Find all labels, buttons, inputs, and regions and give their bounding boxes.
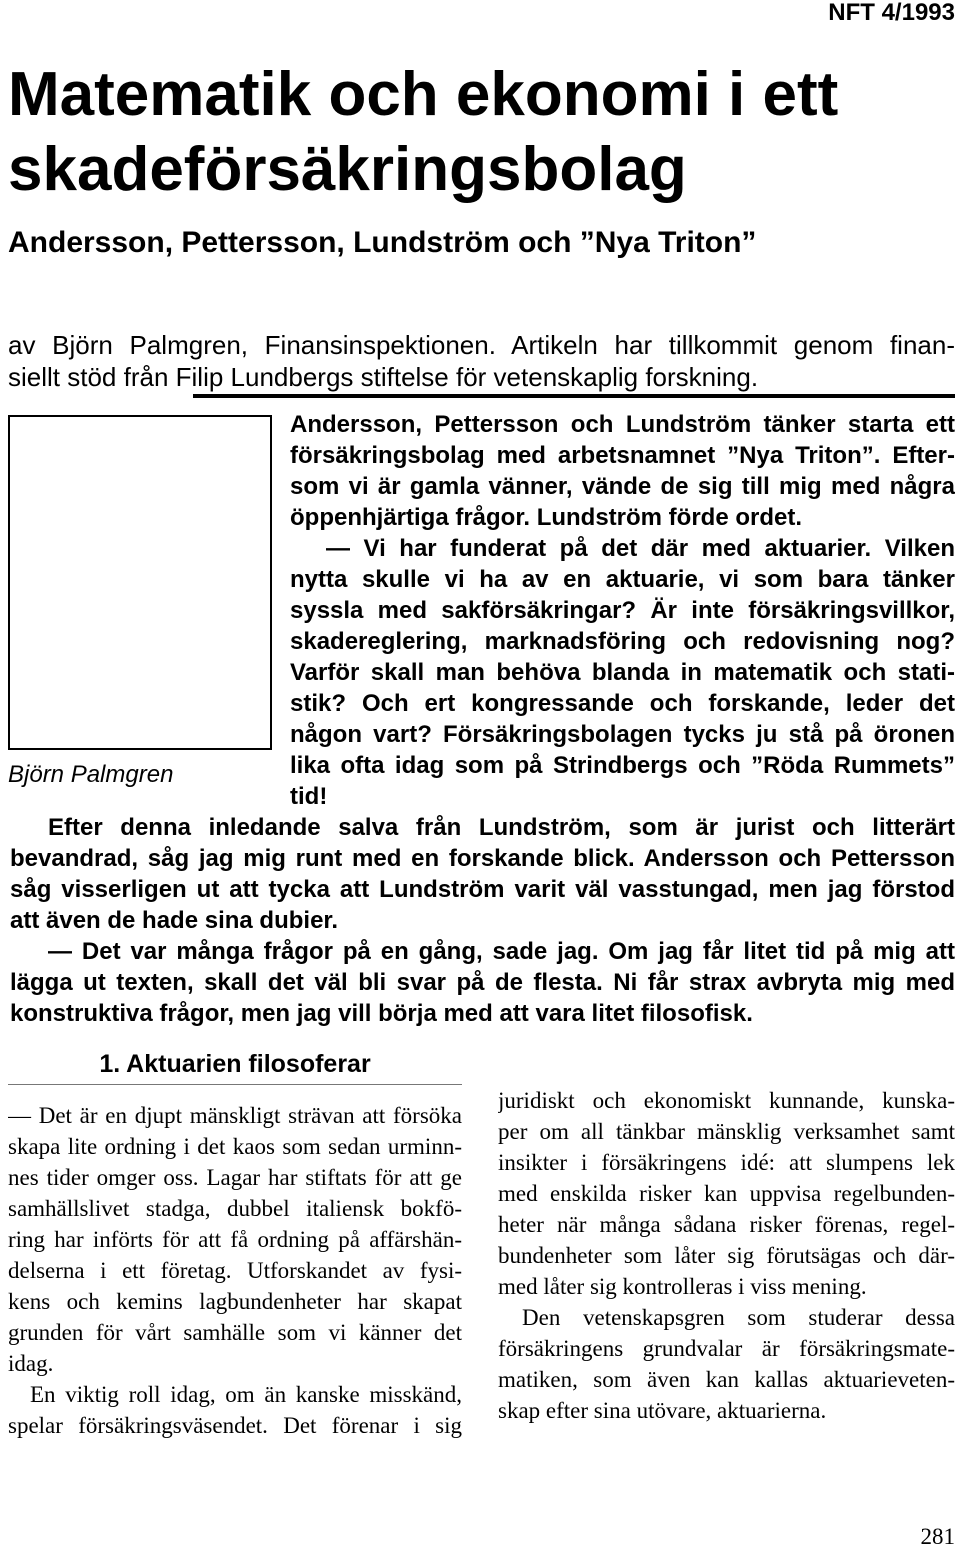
- body-line: såg visserligen ut att tycka att Lundström varit väl vasstungad, men jag förstod: [10, 876, 955, 903]
- right-column: [498, 1085, 955, 1426]
- section-divider-rule: [193, 394, 955, 398]
- intro-line: någon vart? Försäkringsbolagen tycks ju stå på öronen: [290, 721, 955, 748]
- left-column-line: ring har införts för att få ordning på affärshän-: [8, 1227, 462, 1252]
- byline-line: siellt stöd från Filip Lundbergs stiftelse för vetenskaplig forskning.: [8, 362, 759, 392]
- right-column-line: med låter sig kontrolleras i viss mening.: [498, 1274, 867, 1299]
- left-column-line: — Det är en djupt mänskligt strävan att försöka: [8, 1103, 462, 1128]
- intro-line: som vi är gamla vänner, vände de sig till mig med några: [290, 473, 955, 500]
- article-title: [8, 57, 955, 207]
- body-paragraph: [10, 812, 955, 936]
- right-column-line: juridiskt och ekonomiskt kunnande, kunska-: [498, 1088, 955, 1113]
- intro-line: skadereglering, marknadsföring och redovisning nog?: [290, 628, 955, 655]
- section-heading-rule: [8, 1084, 462, 1085]
- body-line: Efter denna inledande salva från Lundström, som är jurist och litterärt: [48, 814, 955, 841]
- right-column-line: försäkringens grundvalar är försäkringsmate-: [498, 1336, 955, 1361]
- left-column-line: samhällslivet stadga, dubbel italiensk bokfö-: [8, 1196, 462, 1221]
- right-column-line: matiken, som även kan kallas aktuarieveten-: [498, 1367, 955, 1392]
- body-line: att även de hade sina dubier.: [10, 907, 339, 934]
- right-column-line: heter när många sådana risker förenas, regel-: [498, 1212, 955, 1237]
- left-column-line: En viktig roll idag, om än kanske misskänd,: [30, 1382, 462, 1407]
- left-column-line: nes tider omger oss. Lagar har stiftats för att ge: [8, 1165, 462, 1190]
- article-subtitle: Andersson, Pettersson, Lundström och ”Nya Triton”: [8, 226, 757, 259]
- author-photo: [8, 415, 272, 750]
- intro-line: öppenhjärtiga frågor. Lundström förde ordet.: [290, 504, 803, 531]
- intro-line: nytta skulle vi ha av en aktuarie, vi som bara tänker: [290, 566, 955, 593]
- body-line: konstruktiva frågor, men jag vill börja med att vara litet filosofisk.: [10, 1000, 753, 1027]
- body-text: [10, 812, 955, 1029]
- intro-text: [290, 409, 955, 812]
- right-column-line: bundenheter som låter sig förutsägas och där-: [498, 1243, 955, 1268]
- right-column-line: skap efter sina utövare, aktuarierna.: [498, 1398, 827, 1423]
- right-column-paragraph: [498, 1302, 955, 1426]
- right-column-paragraph: [498, 1085, 955, 1302]
- body-line: bevandrad, såg jag mig runt med en forskande blick. Andersson och Pettersson: [10, 845, 955, 872]
- intro-line: Andersson, Pettersson och Lundström tänker starta ett: [290, 411, 955, 438]
- left-column-paragraph: [8, 1100, 462, 1379]
- intro-line: tid!: [290, 783, 328, 810]
- left-column-line: idag.: [8, 1351, 54, 1376]
- section-heading: 1. Aktuarien filosoferar: [99, 1050, 371, 1078]
- intro-line: stik? Och ert kongressande och forskande, leder det: [290, 690, 955, 717]
- intro-line: — Vi har funderat på det där med aktuarier. Vilken: [326, 535, 955, 562]
- intro-paragraph: [290, 533, 955, 812]
- left-column: [8, 1100, 462, 1441]
- byline: [8, 329, 955, 393]
- body-paragraph: [10, 936, 955, 1029]
- body-line: lägga ut texten, skall det väl bli svar på de flesta. Ni får strax avbryta mig med: [10, 969, 955, 996]
- article-title-line: skadeförsäkringsbolag: [8, 135, 687, 204]
- article-title-line: Matematik och ekonomi i ett: [8, 60, 839, 129]
- intro-line: lika ofta idag som på Strindbergs och ”Röda Rummets”: [290, 752, 955, 779]
- journal-issue-label: NFT 4/1993: [828, 0, 955, 26]
- page-number: 281: [920, 1524, 955, 1549]
- intro-paragraph: [290, 409, 955, 533]
- right-column-line: med enskilda risker kan uppvisa regelbunden-: [498, 1181, 955, 1206]
- body-line: — Det var många frågor på en gång, sade jag. Om jag får litet tid på mig att: [48, 938, 955, 965]
- intro-line: Varför skall man behöva blanda in matematik och stati-: [290, 659, 955, 686]
- left-column-line: kens och kemins lagbundenheter har skapat: [8, 1289, 462, 1314]
- left-column-paragraph: [8, 1379, 462, 1441]
- left-column-line: skapa lite ordning i det kaos som sedan urminn-: [8, 1134, 462, 1159]
- intro-line: försäkringsbolag med arbetsnamnet ”Nya Triton”. Efter-: [290, 442, 955, 469]
- left-column-line: spelar försäkringsväsendet. Det förenar i sig: [8, 1413, 462, 1438]
- right-column-line: per om all tänkbar mänsklig verksamhet samt: [498, 1119, 955, 1144]
- left-column-line: delserna i ett företag. Utforskandet av fysi-: [8, 1258, 462, 1283]
- left-column-line: grunden för vårt samhälle som vi känner det: [8, 1320, 462, 1345]
- intro-line: syssla med sakförsäkringar? Är inte försäkringsvillkor,: [290, 597, 955, 624]
- byline-line: av Björn Palmgren, Finansinspektionen. Artikeln har tillkommit genom finan-: [8, 330, 955, 360]
- right-column-line: insikter i försäkringens idé: att slumpens lek: [498, 1150, 955, 1175]
- author-photo-caption: Björn Palmgren: [8, 761, 174, 788]
- right-column-line: Den vetenskapsgren som studerar dessa: [522, 1305, 955, 1330]
